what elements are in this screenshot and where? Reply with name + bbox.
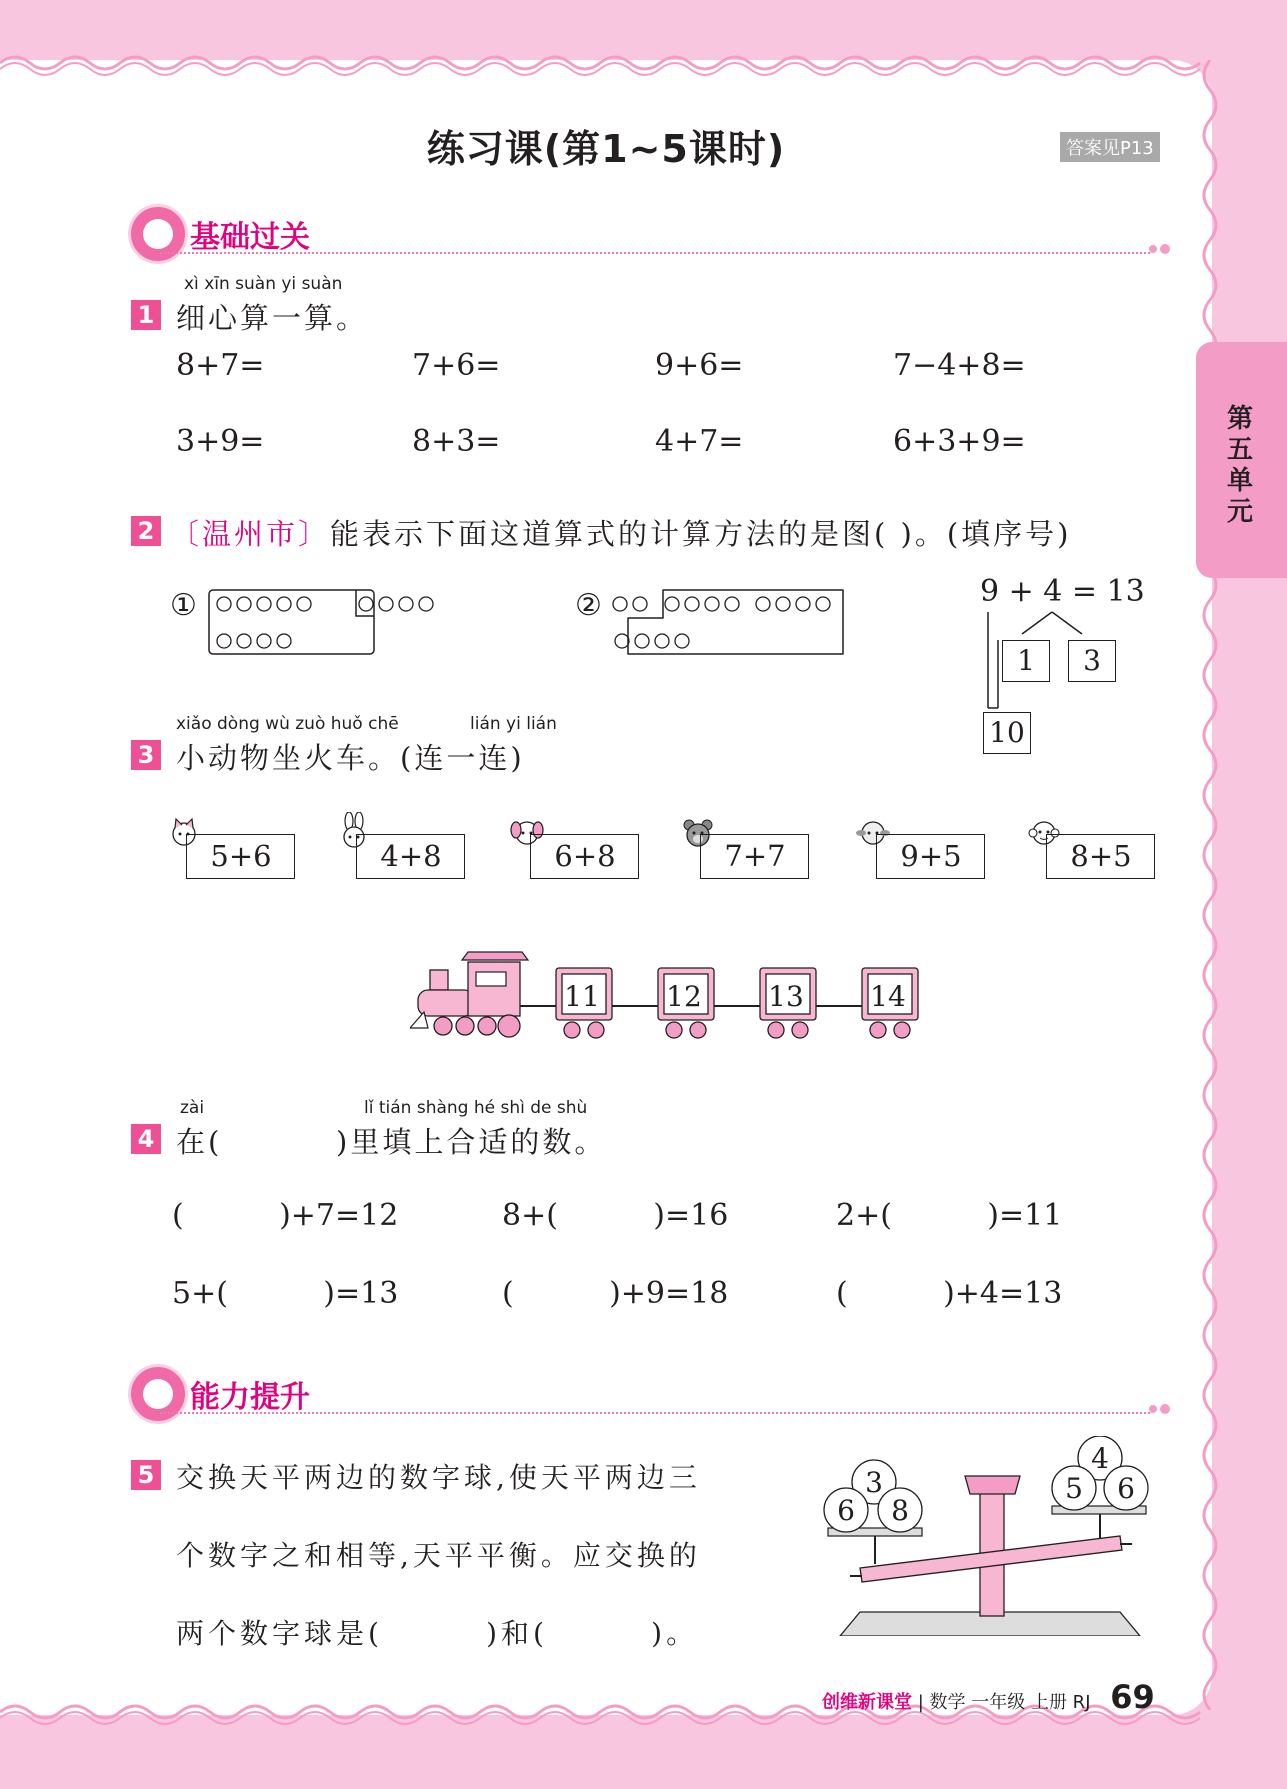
q4-blank-6[interactable]: ( )+4=13 xyxy=(836,1276,1063,1311)
scale-ball-left-top[interactable]: 3 xyxy=(865,1466,883,1499)
page-title: 练习课(第1~5课时) xyxy=(426,127,786,171)
unit-side-tab xyxy=(1196,342,1287,578)
q3-card-3[interactable]: 6+8 xyxy=(530,834,639,879)
q2-option-2-label: ② xyxy=(575,588,602,623)
q4-blank-2[interactable]: 8+( )=16 xyxy=(502,1198,729,1233)
scale-ball-left-1[interactable]: 6 xyxy=(837,1494,855,1527)
q1-expr-8: 6+3+9= xyxy=(893,424,1026,459)
top-wave-border xyxy=(0,48,1230,78)
section-divider xyxy=(160,252,1150,254)
scale-ball-right-top[interactable]: 4 xyxy=(1091,1442,1109,1475)
q2-option-2-diagram xyxy=(608,588,848,658)
q1-expr-4: 7−4+8= xyxy=(893,348,1026,383)
q1-expr-2: 7+6= xyxy=(412,348,501,383)
train-wagon-2[interactable]: 12 xyxy=(666,980,702,1013)
q4-blank-3[interactable]: 2+( )=11 xyxy=(836,1198,1063,1233)
right-wave-border xyxy=(1196,60,1226,1710)
q3-number-badge: 3 xyxy=(131,740,161,770)
q4-pinyin-b: lǐ tián shàng hé shì de shù xyxy=(364,1098,588,1118)
q3-card-4[interactable]: 7+7 xyxy=(700,834,809,879)
monkey-avatar-icon xyxy=(128,1364,188,1424)
q1-pinyin: xì xīn suàn yi suàn xyxy=(184,274,343,294)
scale-ball-left-2[interactable]: 8 xyxy=(891,1494,909,1527)
q1-expr-7: 4+7= xyxy=(655,424,744,459)
q4-number-badge: 4 xyxy=(131,1124,161,1154)
q1-prompt: 细心算一算。 xyxy=(176,301,369,335)
q1-expr-1: 8+7= xyxy=(176,348,265,383)
q5-line-1: 交换天平两边的数字球,使天平两边三 xyxy=(176,1461,701,1494)
q1-number-badge: 1 xyxy=(131,300,161,330)
q2-number-badge: 2 xyxy=(131,516,161,546)
q2-option-1-diagram xyxy=(206,588,446,658)
q4-blank-5[interactable]: ( )+9=18 xyxy=(502,1276,729,1311)
q4-blank-4[interactable]: 5+( )=13 xyxy=(172,1276,399,1311)
answer-reference-badge: 答案见P13 xyxy=(1060,132,1160,162)
q5-number-badge: 5 xyxy=(131,1460,161,1490)
q5-line-3[interactable]: 两个数字球是( )和( )。 xyxy=(176,1617,699,1650)
scale-ball-right-2[interactable]: 6 xyxy=(1117,1472,1135,1505)
q4-pinyin-a: zài xyxy=(180,1098,205,1118)
footer-brand: 创维新课堂 xyxy=(822,1692,912,1713)
q4-prompt-a: 在( xyxy=(176,1125,223,1159)
q1-expr-3: 9+6= xyxy=(655,348,744,383)
section-header-basic xyxy=(128,204,1168,264)
q2-prompt-text: 能表示下面这道算式的计算方法的是图( )。(填序号) xyxy=(330,517,1072,551)
unit-side-tab-label: 第五单元 xyxy=(1226,404,1253,527)
q2-result-box: 10 xyxy=(983,712,1031,754)
q3-card-5[interactable]: 9+5 xyxy=(876,834,985,879)
q2-prompt xyxy=(170,512,1072,553)
footer-info: | 数学 一年级 上册 RJ xyxy=(917,1692,1091,1713)
q2-option-1-label: ① xyxy=(170,588,197,623)
section-divider xyxy=(160,1412,1150,1414)
q3-card-6[interactable]: 8+5 xyxy=(1046,834,1155,879)
section-title-basic: 基础过关 xyxy=(190,220,310,255)
q2-split-box-a: 1 xyxy=(1002,640,1050,682)
q1-expr-6: 8+3= xyxy=(412,424,501,459)
q2-source: 〔温州市〕 xyxy=(170,517,331,551)
q5-line-2: 个数字之和相等,天平平衡。应交换的 xyxy=(176,1539,701,1572)
q3-prompt: 小动物坐火车。(连一连) xyxy=(176,741,525,775)
dots-ornament-icon xyxy=(1148,242,1172,256)
q3-pinyin-a: xiǎo dòng wù zuò huǒ chē xyxy=(176,714,399,734)
q4-blank-1[interactable]: ( )+7=12 xyxy=(172,1198,399,1233)
girl-avatar-icon xyxy=(128,204,188,264)
train-wagon-4[interactable]: 14 xyxy=(870,980,906,1013)
q2-split-box-b: 3 xyxy=(1068,640,1116,682)
q3-card-2[interactable]: 4+8 xyxy=(356,834,465,879)
page-number: 69 xyxy=(1110,1678,1155,1716)
q2-equation: 9 + 4 = 13 xyxy=(980,574,1145,609)
q1-expr-5: 3+9= xyxy=(176,424,265,459)
q4-prompt-b: )里填上合适的数。 xyxy=(336,1125,607,1159)
dots-ornament-icon xyxy=(1148,1402,1172,1416)
section-header-advanced xyxy=(128,1364,1168,1424)
scale-ball-right-1[interactable]: 5 xyxy=(1065,1472,1083,1505)
q3-pinyin-b: lián yi lián xyxy=(470,714,557,734)
section-title-advanced: 能力提升 xyxy=(190,1380,310,1415)
train-wagon-1[interactable]: 11 xyxy=(564,980,600,1013)
train-wagon-3[interactable]: 13 xyxy=(768,980,804,1013)
page-footer xyxy=(822,1678,1155,1716)
q3-card-1[interactable]: 5+6 xyxy=(186,834,295,879)
